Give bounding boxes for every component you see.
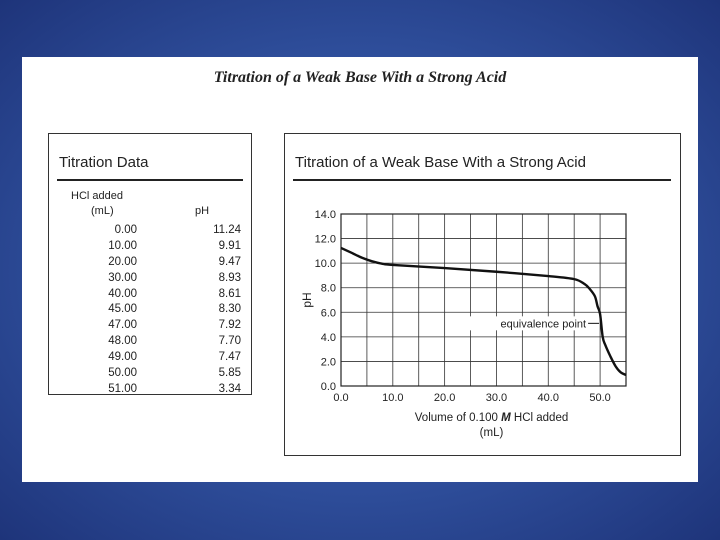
- x-tick-label: 30.0: [485, 392, 508, 404]
- table-row: [49, 240, 251, 256]
- x-tick-label: 40.0: [537, 392, 559, 404]
- cell-hcl-ml: 45.00: [108, 303, 137, 316]
- col-head-ph: pH: [195, 205, 210, 217]
- cell-hcl-ml: 30.00: [108, 271, 137, 284]
- table-row: [49, 335, 251, 351]
- y-axis-label: pH: [300, 292, 314, 308]
- titration-data-table: [48, 133, 252, 395]
- cell-ph: 8.30: [218, 303, 241, 316]
- table-body: [49, 224, 251, 399]
- table-row: [49, 303, 251, 319]
- col-head-hcl: HCl added: [71, 190, 123, 202]
- cell-hcl-ml: 49.00: [108, 351, 137, 364]
- x-axis-label-line2: (mL): [479, 427, 504, 439]
- y-tick-label: 2.0: [320, 356, 336, 369]
- cell-ph: 8.93: [218, 271, 241, 284]
- cell-hcl-ml: 51.00: [108, 382, 137, 395]
- y-tick-label: 14.0: [314, 209, 336, 221]
- cell-ph: 8.61: [218, 287, 241, 300]
- cell-ph: 9.47: [218, 255, 241, 268]
- table-row: [49, 367, 251, 383]
- slide-page: [22, 57, 698, 482]
- cell-ph: 9.91: [218, 239, 241, 252]
- table-row: [49, 272, 251, 288]
- titration-curve: [341, 248, 626, 375]
- equivalence-point-label: equivalence point: [500, 318, 587, 331]
- chart-panel: [284, 133, 681, 456]
- slide-title: Titration of a Weak Base With a Strong Acid: [213, 69, 507, 86]
- cell-hcl-ml: 20.00: [108, 255, 137, 268]
- table-row: [49, 319, 251, 335]
- titration-chart: [285, 134, 682, 457]
- col-head-hcl-unit: (mL): [91, 205, 114, 217]
- table-row: [49, 383, 251, 399]
- x-tick-label: 20.0: [433, 392, 456, 404]
- y-tick-label: 0.0: [320, 381, 336, 393]
- x-axis-label: [415, 412, 568, 424]
- cell-hcl-ml: 0.00: [114, 224, 137, 236]
- cell-hcl-ml: 10.00: [108, 239, 137, 252]
- y-tick-label: 4.0: [320, 331, 336, 344]
- cell-hcl-ml: 47.00: [108, 319, 137, 332]
- x-tick-label: 50.0: [589, 392, 611, 404]
- cell-hcl-ml: 48.00: [108, 335, 137, 348]
- y-tick-label: 12.0: [314, 233, 336, 246]
- plot-frame: [341, 214, 626, 386]
- table-row: [49, 224, 251, 240]
- cell-ph: 3.34: [218, 382, 241, 395]
- x-tick-label: 10.0: [382, 392, 404, 404]
- table-row: [49, 256, 251, 272]
- cell-ph: 7.47: [218, 351, 241, 364]
- x-axis-label-suffix: HCl added: [513, 412, 569, 424]
- table-title-rule: [57, 179, 243, 181]
- cell-ph: 7.92: [218, 319, 241, 332]
- cell-hcl-ml: 40.00: [108, 287, 137, 300]
- table-row: [49, 351, 251, 367]
- x-axis-label-prefix: Volume of 0.100: [414, 412, 498, 424]
- x-tick-label: 0.0: [333, 392, 349, 404]
- y-tick-label: 8.0: [320, 282, 336, 295]
- x-axis-label-unit: M: [501, 412, 511, 424]
- chart-title: Titration of a Weak Base With a Strong Acid: [295, 154, 586, 171]
- cell-ph: 11.24: [213, 224, 241, 236]
- cell-hcl-ml: 50.00: [108, 367, 137, 380]
- cell-ph: 7.70: [218, 335, 241, 348]
- y-tick-label: 10.0: [314, 258, 336, 271]
- table-row: [49, 288, 251, 304]
- y-tick-label: 6.0: [320, 307, 336, 320]
- cell-ph: 5.85: [218, 367, 241, 380]
- table-title: Titration Data: [59, 154, 149, 171]
